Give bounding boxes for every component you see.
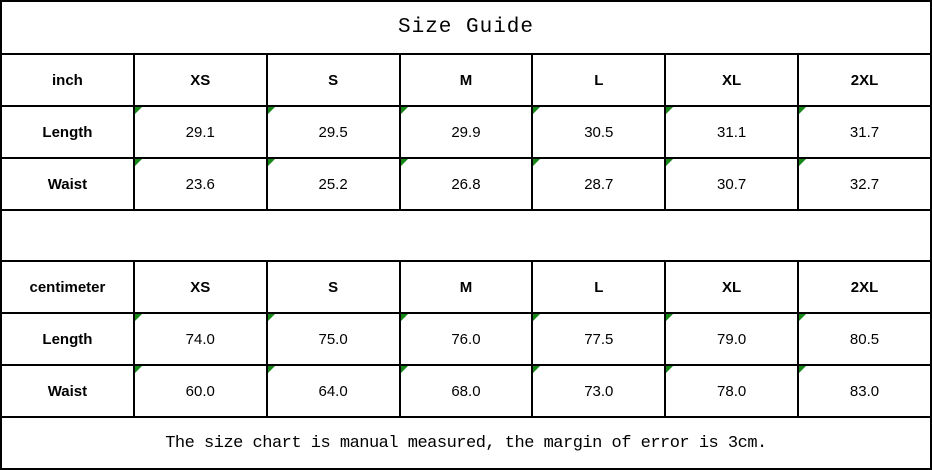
size-header-m: M bbox=[400, 261, 533, 313]
unit-header-inch: inch bbox=[1, 54, 134, 106]
measurement-cell bbox=[400, 313, 533, 365]
measurement-cell bbox=[267, 365, 400, 417]
inch-header-row bbox=[1, 54, 931, 106]
cell-value: 25.2 bbox=[318, 175, 348, 193]
measurement-cell bbox=[134, 313, 267, 365]
green-corner-marker-icon bbox=[401, 107, 408, 114]
measurement-cell bbox=[134, 365, 267, 417]
measurement-cell bbox=[798, 313, 931, 365]
green-corner-marker-icon bbox=[268, 107, 275, 114]
row-label-length: Length bbox=[1, 313, 134, 365]
size-header-l: L bbox=[532, 261, 665, 313]
measurement-cell bbox=[532, 313, 665, 365]
cell-value: 29.9 bbox=[451, 123, 481, 141]
green-corner-marker-icon bbox=[135, 107, 142, 114]
green-corner-marker-icon bbox=[401, 314, 408, 321]
cell-value: 78.0 bbox=[717, 382, 747, 400]
row-label-waist: Waist bbox=[1, 158, 134, 210]
cell-value: 75.0 bbox=[318, 330, 348, 348]
green-corner-marker-icon bbox=[268, 159, 275, 166]
page-title: Size Guide bbox=[1, 1, 931, 54]
size-header-xs: XS bbox=[134, 261, 267, 313]
cell-value: 73.0 bbox=[584, 382, 614, 400]
measurement-cell bbox=[532, 106, 665, 158]
cell-value: 31.7 bbox=[849, 123, 880, 141]
cell-value: 83.0 bbox=[849, 382, 880, 400]
measurement-cell bbox=[400, 158, 533, 210]
measurement-cell bbox=[798, 158, 931, 210]
green-corner-marker-icon bbox=[135, 314, 142, 321]
measurement-cell bbox=[134, 106, 267, 158]
size-header-s: S bbox=[267, 54, 400, 106]
centimeter-length-row bbox=[1, 313, 931, 365]
measurement-cell bbox=[665, 365, 798, 417]
size-header-2xl: 2XL bbox=[798, 54, 931, 106]
green-corner-marker-icon bbox=[666, 159, 673, 166]
row-label-length: Length bbox=[1, 106, 134, 158]
measurement-cell bbox=[532, 365, 665, 417]
footer-row bbox=[1, 417, 931, 469]
cell-value: 23.6 bbox=[185, 175, 215, 193]
cell-value: 68.0 bbox=[451, 382, 481, 400]
green-corner-marker-icon bbox=[135, 366, 142, 373]
size-header-xl: XL bbox=[665, 54, 798, 106]
measurement-cell bbox=[665, 158, 798, 210]
green-corner-marker-icon bbox=[799, 159, 806, 166]
green-corner-marker-icon bbox=[666, 314, 673, 321]
spacer-row bbox=[1, 210, 931, 261]
measurement-cell bbox=[400, 106, 533, 158]
cell-value: 74.0 bbox=[185, 330, 215, 348]
green-corner-marker-icon bbox=[135, 159, 142, 166]
green-corner-marker-icon bbox=[401, 366, 408, 373]
measurement-cell bbox=[134, 158, 267, 210]
green-corner-marker-icon bbox=[268, 366, 275, 373]
cell-value: 76.0 bbox=[451, 330, 481, 348]
size-header-xs: XS bbox=[134, 54, 267, 106]
unit-header-centimeter: centimeter bbox=[1, 261, 134, 313]
title-row bbox=[1, 1, 931, 54]
centimeter-waist-row bbox=[1, 365, 931, 417]
green-corner-marker-icon bbox=[799, 107, 806, 114]
size-header-l: L bbox=[532, 54, 665, 106]
green-corner-marker-icon bbox=[533, 366, 540, 373]
cell-value: 29.5 bbox=[318, 123, 348, 141]
green-corner-marker-icon bbox=[533, 107, 540, 114]
cell-value: 28.7 bbox=[584, 175, 614, 193]
cell-value: 80.5 bbox=[849, 330, 880, 348]
size-header-s: S bbox=[267, 261, 400, 313]
spacer-cell bbox=[1, 210, 931, 261]
cell-value: 32.7 bbox=[849, 175, 880, 193]
cell-value: 26.8 bbox=[451, 175, 481, 193]
cell-value: 30.7 bbox=[717, 175, 747, 193]
row-label-waist: Waist bbox=[1, 365, 134, 417]
measurement-cell bbox=[400, 365, 533, 417]
cell-value: 64.0 bbox=[318, 382, 348, 400]
inch-length-row bbox=[1, 106, 931, 158]
green-corner-marker-icon bbox=[799, 314, 806, 321]
green-corner-marker-icon bbox=[533, 314, 540, 321]
cell-value: 29.1 bbox=[185, 123, 215, 141]
measurement-cell bbox=[665, 106, 798, 158]
green-corner-marker-icon bbox=[401, 159, 408, 166]
measurement-cell bbox=[267, 313, 400, 365]
size-header-m: M bbox=[400, 54, 533, 106]
green-corner-marker-icon bbox=[799, 366, 806, 373]
footer-note: The size chart is manual measured, the margin of error is 3cm. bbox=[1, 417, 931, 469]
measurement-cell bbox=[665, 313, 798, 365]
cell-value: 79.0 bbox=[717, 330, 747, 348]
measurement-cell bbox=[267, 106, 400, 158]
measurement-cell bbox=[267, 158, 400, 210]
size-header-xl: XL bbox=[665, 261, 798, 313]
centimeter-header-row bbox=[1, 261, 931, 313]
measurement-cell bbox=[798, 365, 931, 417]
cell-value: 77.5 bbox=[584, 330, 614, 348]
green-corner-marker-icon bbox=[533, 159, 540, 166]
green-corner-marker-icon bbox=[666, 107, 673, 114]
cell-value: 31.1 bbox=[717, 123, 747, 141]
measurement-cell bbox=[798, 106, 931, 158]
green-corner-marker-icon bbox=[268, 314, 275, 321]
inch-waist-row bbox=[1, 158, 931, 210]
measurement-cell bbox=[532, 158, 665, 210]
green-corner-marker-icon bbox=[666, 366, 673, 373]
cell-value: 60.0 bbox=[185, 382, 215, 400]
cell-value: 30.5 bbox=[584, 123, 614, 141]
size-header-2xl: 2XL bbox=[798, 261, 931, 313]
